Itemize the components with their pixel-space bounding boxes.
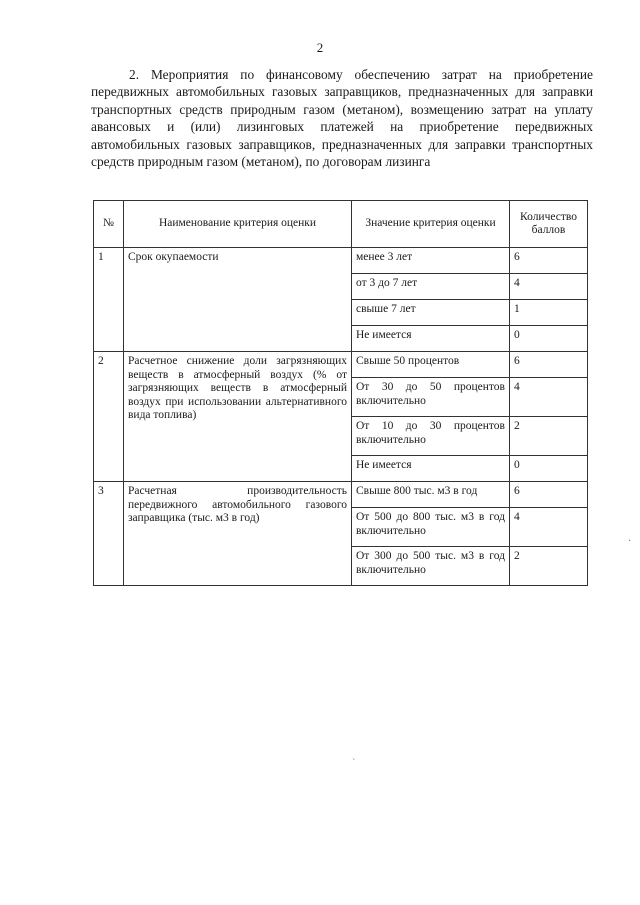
criterion-points: 2 [510, 547, 588, 586]
header-num: № [94, 201, 124, 248]
header-name: Наименование критерия оценки [124, 201, 352, 248]
criterion-points: 0 [510, 326, 588, 352]
criterion-points: 4 [510, 508, 588, 547]
criterion-points: 6 [510, 482, 588, 508]
criterion-value: Не имеется [352, 326, 510, 352]
criterion-value: От 300 до 500 тыс. м3 в год включительно [352, 547, 510, 586]
criterion-value: от 3 до 7 лет [352, 274, 510, 300]
criteria-table [93, 200, 588, 586]
criterion-name: Срок окупаемости [124, 248, 352, 352]
intro-paragraph: 2. Мероприятия по финансовому обеспечению затрат на приобретение передвижных автомобильных газовых заправщиков, предназначенных для заправки транспортных средств природным газом (метаном), возмещению затрат на уплату авансовых и (или) лизинговых платежей на приобретение передвижных автомобильных газовых заправщиков, предназначенных для заправки транспортных средств природным газом (метаном), по договорам лизинга [91, 67, 593, 170]
criterion-value: Свыше 50 процентов [352, 352, 510, 378]
criterion-points: 6 [510, 248, 588, 274]
criterion-value: От 10 до 30 процентов включительно [352, 417, 510, 456]
criterion-value: От 500 до 800 тыс. м3 в год включительно [352, 508, 510, 547]
criterion-value: От 30 до 50 процентов включительно [352, 378, 510, 417]
criterion-points: 4 [510, 378, 588, 417]
header-value: Значение критерия оценки [352, 201, 510, 248]
criterion-value: менее 3 лет [352, 248, 510, 274]
criterion-points: 2 [510, 417, 588, 456]
table-header-row [94, 201, 588, 248]
criterion-points: 0 [510, 456, 588, 482]
header-points: Количество баллов [510, 201, 588, 248]
table-row [94, 482, 588, 508]
table-row [94, 352, 588, 378]
criterion-value: Не имеется [352, 456, 510, 482]
criterion-points: 6 [510, 352, 588, 378]
criterion-name: Расчетное снижение доли загрязняющих веществ в атмосферный воздух (% от загрязняющих веществ в атмосферный воздух при использовании альтернативного вида топлива) [124, 352, 352, 482]
criterion-value: Свыше 800 тыс. м3 в год [352, 482, 510, 508]
page-number: 2 [316, 40, 324, 55]
scan-speck: ˋ [352, 758, 356, 769]
criterion-points: 4 [510, 274, 588, 300]
criterion-points: 1 [510, 300, 588, 326]
scan-speck: · [628, 536, 632, 547]
criterion-number: 2 [94, 352, 124, 482]
criterion-number: 3 [94, 482, 124, 586]
table-row [94, 248, 588, 274]
criterion-name: Расчетная производительность передвижного автомобильного газового заправщика (тыс. м3 в год) [124, 482, 352, 586]
criterion-value: свыше 7 лет [352, 300, 510, 326]
criterion-number: 1 [94, 248, 124, 352]
